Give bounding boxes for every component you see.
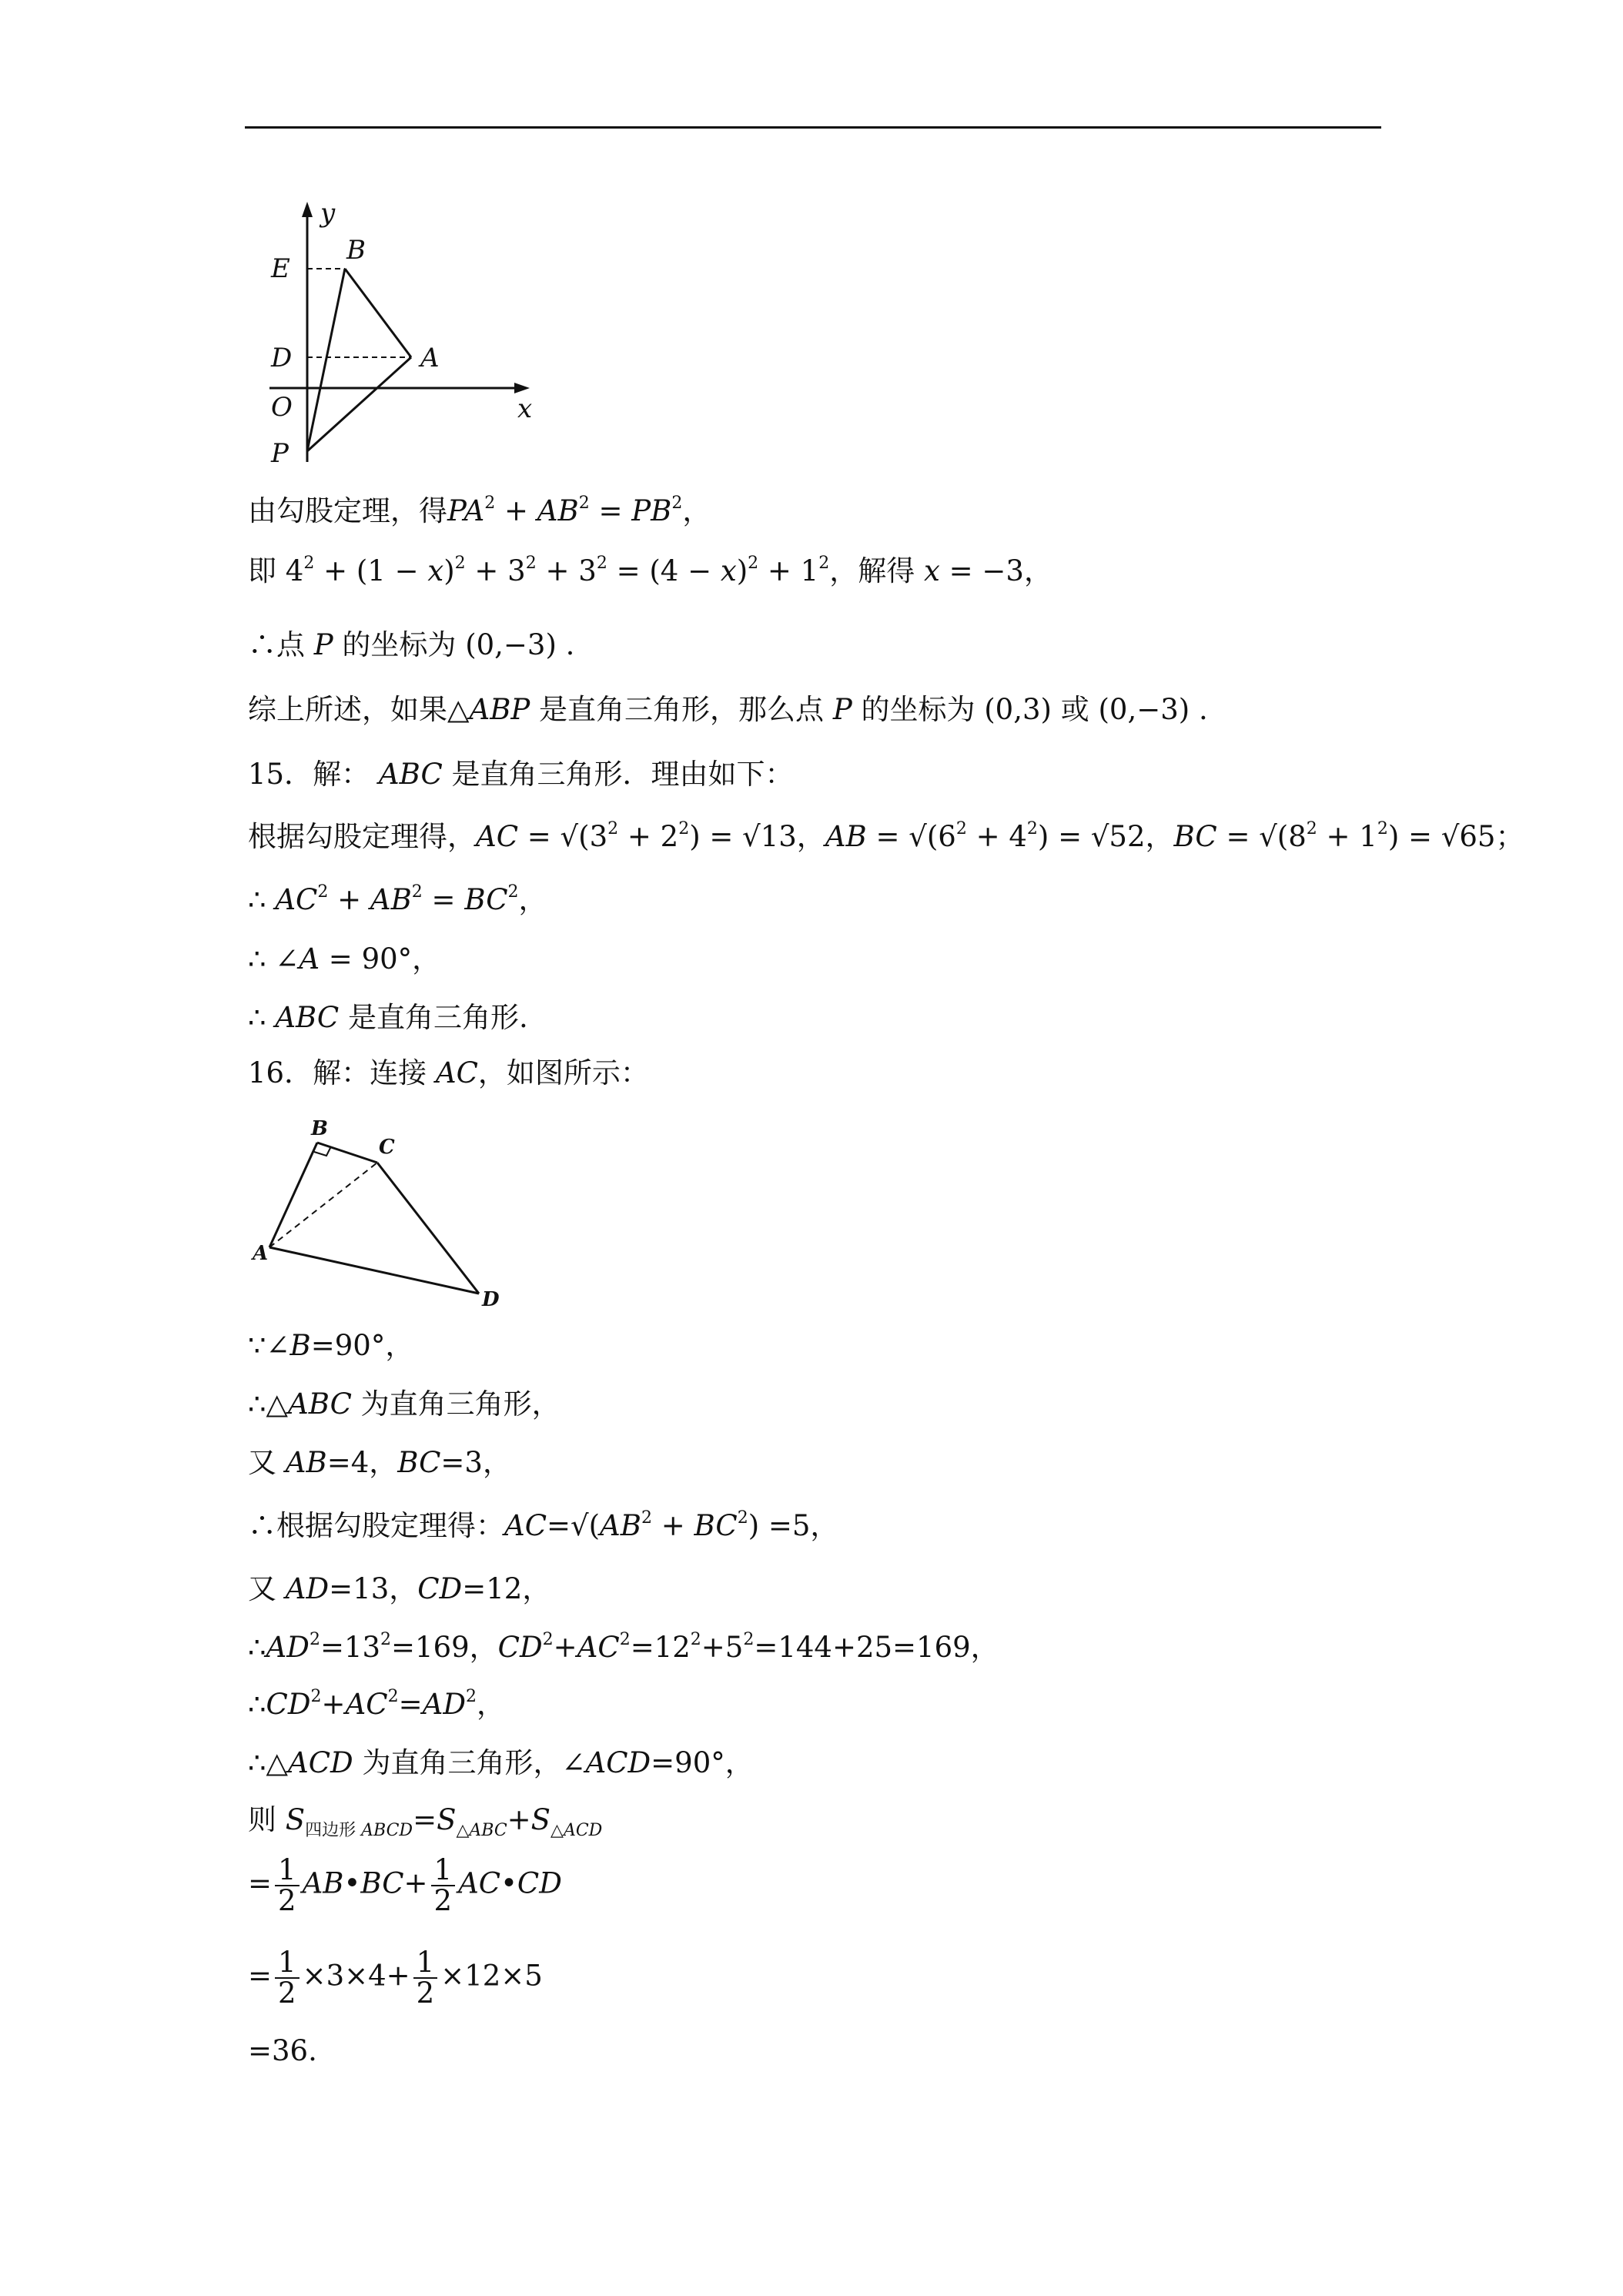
text-line-19: 则 $S_{四边形 ABCD}=S_{\triangle ABC}+S_{\triangle ACD}$ [248,1803,603,1840]
text-line-16: $\therefore AD^2=13^2=169$，$CD^2+AC^2=12^2+5^2=144+25=169$， [248,1630,999,1664]
text-line-10: 16．解：连接 AC，如图所示： [248,1056,649,1089]
text-line-17: $\therefore CD^2+AC^2=AD^2$， [248,1687,505,1721]
text-line-14: ∴根据勾股定理得：$AC=√(AB^2 + BC^2) =5$， [248,1508,839,1542]
right-angle-mark [314,1146,331,1156]
text-line-13: 又 AB=4，BC=3， [248,1446,511,1479]
label-C: C [379,1136,395,1159]
label-O: O [271,392,293,423]
text-line-15: 又 AD=13，CD=12， [248,1572,551,1605]
text-line-3: ∴点 P 的坐标为 (0,−3) . [248,628,575,661]
segment-BA [345,269,411,357]
x-arrow [514,383,530,393]
text-line-11: ∵∠B=90°， [248,1329,414,1362]
header-rule [245,126,1381,129]
text-line-7: ∴ $AC^2 + AB^2 = BC^2$， [248,882,547,916]
y-arrow [302,202,313,217]
text-line-4: 综上所述，如果△ABP 是直角三角形，那么点 P 的坐标为 (0,3) 或 (0,−3) . [248,693,1208,726]
side-AB [269,1143,317,1247]
label-A: A [253,1242,269,1265]
segment-PB [307,269,345,451]
label-B: B [311,1117,328,1140]
text-line-5: 15．解： ABC 是直角三角形．理由如下： [248,758,794,791]
label-A: A [420,343,440,373]
text-line-18: ∴△ACD 为直角三角形，∠ACD=90°， [248,1746,754,1779]
coordinate-figure [254,192,547,470]
quadrilateral-figure [246,1109,508,1309]
text-line-2: 即 $4^2 + (1 - x)^2 + 3^2 + 3^2 = (4 - x)^2 + 1^2$，解得 x = −3， [248,554,1052,587]
side-BC [317,1143,377,1163]
label-D: D [271,343,293,373]
text-line-9: ∴ ABC 是直角三角形. [248,1001,528,1034]
label-x: x [517,393,533,424]
text-line-20: = $\frac{1}{2}$ AB•BC+ $\frac{1}{2}$ AC•CD [248,1853,562,1917]
label-E: E [271,253,290,284]
text-line-21: = $\frac{1}{2}$ ×3×4+ $\frac{1}{2}$ ×12×5 [248,1946,543,2010]
diagonal-AC [269,1163,377,1247]
label-D: D [482,1288,500,1309]
label-P: P [271,438,289,469]
text-line-8: ∴ ∠A = 90°， [248,942,441,976]
text-line-1: 由勾股定理，得$PA^2 + AB^2 = PB^2$， [248,494,711,527]
text-line-12: ∴△ABC 为直角三角形， [248,1387,561,1421]
label-y: y [320,198,336,229]
text-line-6: 根据勾股定理得，AC = $√(3^2 + 2^2) = √13$，AB = $√(6^2 + 4^2) = √52$，BC = $√(8^2 + 1^2) = √65$； [248,819,1524,853]
text-line-22: =36. [248,2034,317,2067]
label-B: B [346,235,366,266]
